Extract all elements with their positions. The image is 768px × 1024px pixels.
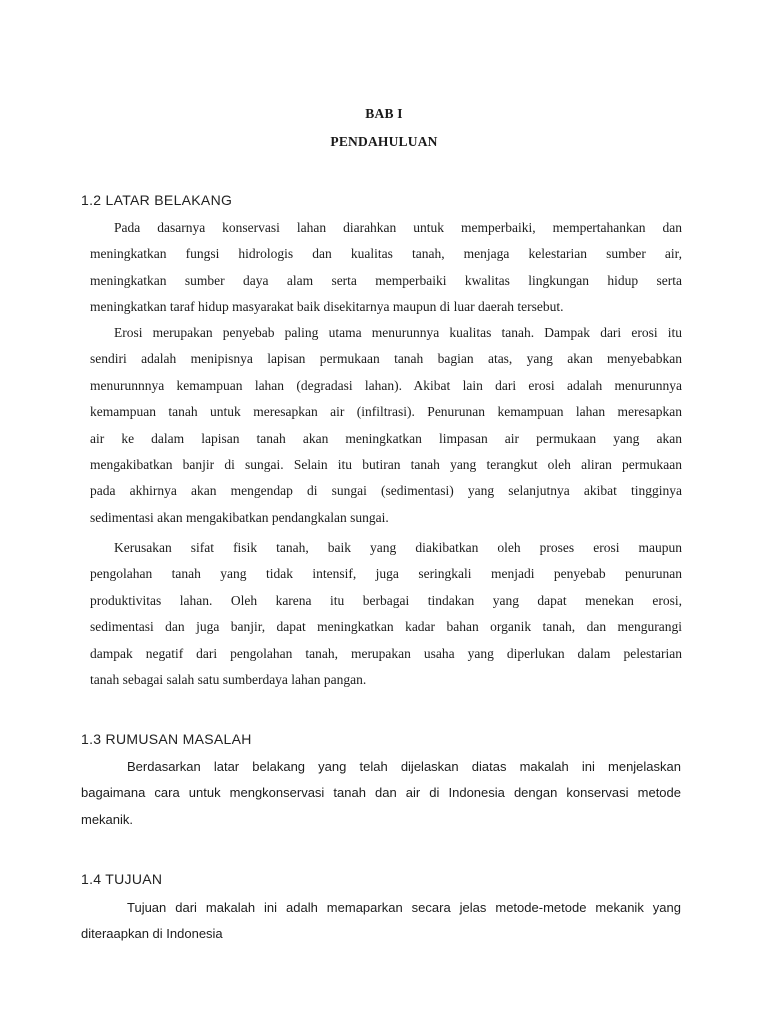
text-line: sedimentasi dan juga banjir, dapat meningkatkan kadar bahan organik tanah, dan mengurangi: [90, 619, 682, 635]
text-line: Berdasarkan latar belakang yang telah dijelaskan diatas makalah ini menjelaskan: [127, 759, 681, 774]
text-line: tanah sebagai salah satu sumberdaya lahan pangan.: [90, 671, 367, 687]
text-line: air ke dalam lapisan tanah akan meningkatkan limpasan air permukaan yang akan: [90, 430, 682, 446]
chapter-number: BAB I: [365, 106, 403, 121]
section-heading-latar-belakang: 1.2 LATAR BELAKANG: [81, 192, 233, 208]
text-line: Tujuan dari makalah ini adalh memaparkan secara jelas metode-metode mekanik yang: [127, 900, 681, 915]
text-line: mekanik.: [81, 811, 134, 827]
text-line: Erosi merupakan penyebab paling utama menurunnya kualitas tanah. Dampak dari erosi itu: [114, 325, 682, 340]
paragraph-latar-1: [90, 215, 682, 321]
text-line: mengakibatkan banjir di sungai. Selain itu butiran tanah yang terangkut oleh aliran permukaan: [90, 456, 682, 472]
text-line: sendiri adalah menipisnya lapisan permukaan tanah bagian atas, yang akan menyebabkan: [90, 351, 682, 367]
text-line: menurunnnya kemampuan lahan (degradasi lahan). Akibat lain dari erosi adalah menurunnya: [90, 377, 682, 393]
text-line: Kerusakan sifat fisik tanah, baik yang diakibatkan oleh proses erosi maupun: [114, 540, 682, 555]
text-line: meningkatkan sumber daya alam serta memperbaiki kwalitas lingkungan hidup serta: [90, 272, 682, 288]
section-heading-tujuan: 1.4 TUJUAN: [81, 871, 163, 887]
text-line: bagaimana cara untuk mengkonservasi tanah dan air di Indonesia dengan konservasi metode: [81, 785, 681, 801]
chapter-title: PENDAHULUAN: [330, 134, 438, 149]
section-heading-rumusan-masalah: 1.3 RUMUSAN MASALAH: [81, 731, 252, 747]
text-line: dampak negatif dari pengolahan tanah, merupakan usaha yang diperlukan dalam pelestarian: [90, 645, 682, 661]
paragraph-latar-3: [90, 535, 682, 693]
text-line: produktivitas lahan. Oleh karena itu berbagai tindakan yang dapat menekan erosi,: [90, 592, 682, 608]
text-line: diteraapkan di Indonesia: [81, 926, 223, 942]
text-line: kemampuan tanah untuk meresapkan air (infiltrasi). Penurunan kemampuan lahan meresapkan: [90, 404, 682, 420]
paragraph-rumusan: [81, 754, 681, 833]
paragraph-latar-2: [90, 320, 682, 531]
text-line: sedimentasi akan mengakibatkan pendangkalan sungai.: [90, 509, 389, 525]
text-line: pada akhirnya akan mengendap di sungai (sedimentasi) yang selanjutnya akibat tingginya: [90, 483, 682, 499]
text-line: meningkatkan taraf hidup masyarakat baik disekitarnya maupun di luar daerah tersebut.: [90, 299, 564, 315]
paragraph-tujuan: [81, 895, 681, 948]
text-line: Pada dasarnya konservasi lahan diarahkan untuk memperbaiki, mempertahankan dan: [114, 220, 682, 235]
text-line: meningkatkan fungsi hidrologis dan kualitas tanah, menjaga kelestarian sumber air,: [90, 246, 682, 262]
text-line: pengolahan tanah yang tidak intensif, juga seringkali menjadi penyebab penurunan: [90, 566, 682, 582]
